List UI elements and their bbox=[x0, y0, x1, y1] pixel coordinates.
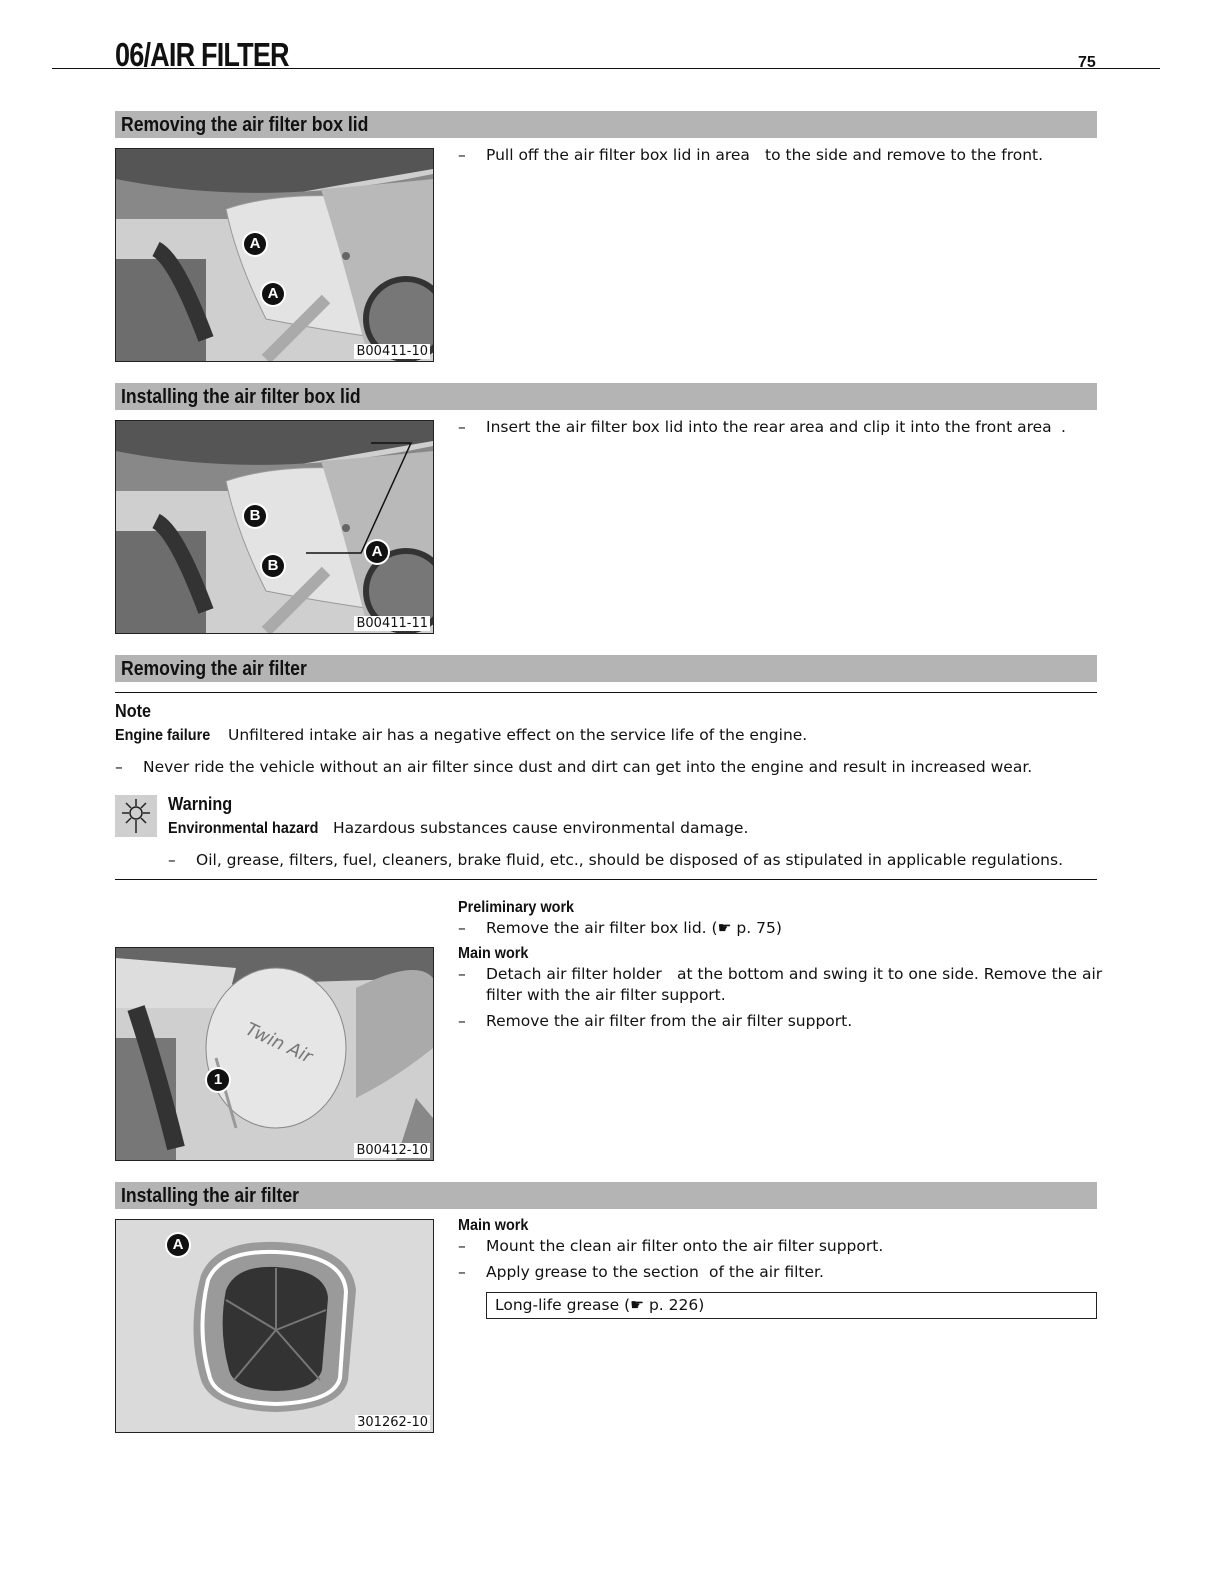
main-step-text: at the bottom and swing it to one side. Remove the air bbox=[677, 965, 1103, 983]
bullet-dash: – bbox=[115, 758, 123, 776]
image-code: B00411-11 bbox=[356, 616, 428, 631]
main-step-text: Mount the clean air filter onto the air filter support. bbox=[486, 1237, 884, 1255]
photo-install-lid bbox=[115, 420, 434, 634]
page-number: 75 bbox=[1078, 54, 1096, 71]
bullet-dash: – bbox=[458, 1012, 466, 1030]
step-text: Insert the air filter box lid into the rear area bbox=[486, 418, 825, 436]
section-header-remove-filter bbox=[115, 655, 1097, 682]
callout-marker-b: B bbox=[262, 555, 284, 577]
bullet-dash: – bbox=[458, 418, 466, 436]
bullet-dash: – bbox=[458, 146, 466, 164]
warning-text: Hazardous substances cause environmental damage. bbox=[333, 819, 749, 837]
image-code: 301262-10 bbox=[357, 1415, 428, 1430]
header-rule bbox=[52, 68, 1160, 69]
filter-brand-label: Twin Air bbox=[242, 1018, 316, 1068]
grease-spec-box bbox=[486, 1292, 1097, 1319]
note-heading: Note bbox=[115, 701, 151, 721]
main-step-text: Detach air filter holder bbox=[486, 965, 662, 983]
note-bottom-rule bbox=[115, 879, 1097, 880]
main-work-heading: Main work bbox=[458, 1217, 529, 1234]
section-title: Removing the air filter bbox=[121, 658, 307, 680]
image-code: B00412-10 bbox=[356, 1143, 428, 1158]
section-title: Installing the air filter box lid bbox=[121, 386, 361, 408]
air-filter-image bbox=[116, 1220, 433, 1432]
callout-marker-a: A bbox=[366, 541, 388, 563]
bullet-dash: – bbox=[458, 1237, 466, 1255]
motorcycle-side-panel-image bbox=[116, 421, 433, 633]
bullet-dash: – bbox=[458, 965, 466, 983]
section-title: Installing the air filter bbox=[121, 1185, 299, 1207]
image-code: B00411-10 bbox=[356, 344, 428, 359]
bullet-dash: – bbox=[458, 1263, 466, 1281]
photo-remove-lid bbox=[115, 148, 434, 362]
section-header-remove-lid bbox=[115, 111, 1097, 138]
page-title: 06/AIR FILTER bbox=[115, 36, 289, 73]
step-text: . bbox=[1061, 418, 1066, 436]
bullet-dash: – bbox=[458, 919, 466, 937]
main-step-text: of the air filter. bbox=[709, 1263, 824, 1281]
callout-marker-a: A bbox=[262, 283, 284, 305]
note-step: Never ride the vehicle without an air filter since dust and dirt can get into the engine and result in increased wear. bbox=[143, 758, 1033, 776]
bullet-dash: – bbox=[168, 851, 176, 869]
section-header-install-lid bbox=[115, 383, 1097, 410]
step-text: Pull off the air filter box lid in area bbox=[486, 146, 750, 164]
section-header-install-filter bbox=[115, 1182, 1097, 1209]
callout-marker-1: 1 bbox=[207, 1069, 229, 1091]
step-text: and clip it into the front area bbox=[829, 418, 1052, 436]
section-title: Removing the air filter box lid bbox=[121, 114, 369, 136]
photo-remove-filter bbox=[115, 947, 434, 1161]
note-top-rule bbox=[115, 692, 1097, 693]
photo-install-filter bbox=[115, 1219, 434, 1433]
warning-label: Environmental hazard bbox=[168, 820, 319, 837]
grease-spec-text: Long-life grease (☛ p. 226) bbox=[495, 1296, 705, 1314]
environment-icon bbox=[115, 795, 157, 837]
step-text: to the side and remove to the front. bbox=[765, 146, 1044, 164]
note-label: Engine failure bbox=[115, 727, 211, 744]
warning-step: Oil, grease, filters, fuel, cleaners, brake fluid, etc., should be disposed of as stipulated in applicable regulations. bbox=[196, 851, 1064, 869]
callout-marker-a: A bbox=[167, 1234, 189, 1256]
prelim-step: Remove the air filter box lid. (☛ p. 75) bbox=[486, 919, 782, 937]
preliminary-work-heading: Preliminary work bbox=[458, 899, 575, 916]
motorcycle-side-panel-image bbox=[116, 149, 433, 361]
main-step-text: Remove the air filter from the air filter support. bbox=[486, 1012, 853, 1030]
callout-marker-a: A bbox=[244, 233, 266, 255]
warning-heading: Warning bbox=[168, 794, 233, 814]
callout-marker-b: B bbox=[244, 505, 266, 527]
air-filter-box-image bbox=[116, 948, 433, 1160]
main-step-text: filter with the air filter support. bbox=[486, 986, 726, 1004]
note-text: Unfiltered intake air has a negative effect on the service life of the engine. bbox=[228, 726, 808, 744]
main-work-heading: Main work bbox=[458, 945, 529, 962]
main-step-text: Apply grease to the section bbox=[486, 1263, 699, 1281]
